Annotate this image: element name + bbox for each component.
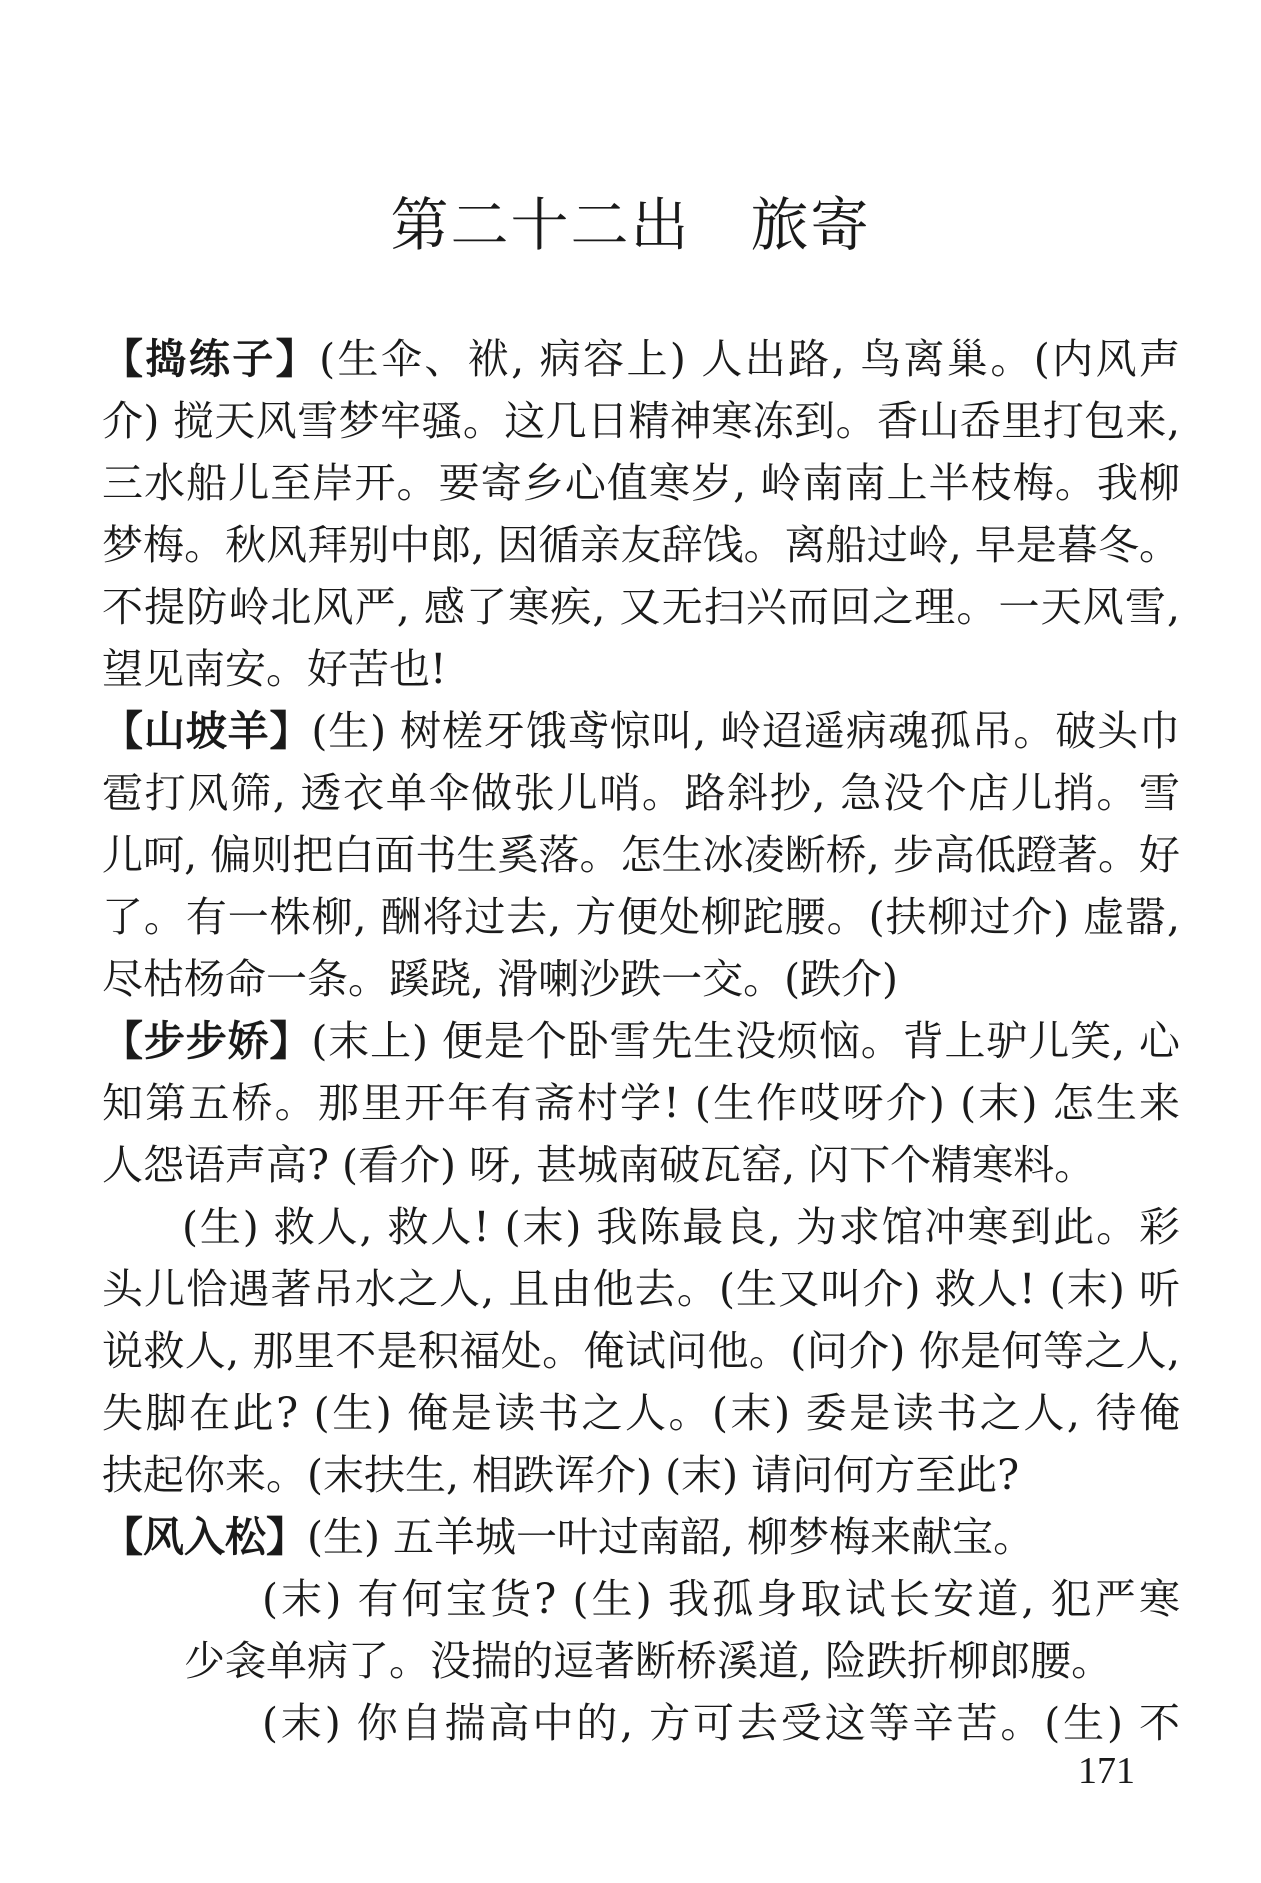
line-text: 望见南安。好苦也! <box>102 645 447 693</box>
text-line <box>102 1630 1180 1692</box>
line-text: (末) 有何宝货? (生) 我孤身取试长安道, 犯严寒 <box>262 1575 1180 1623</box>
line-text: 说救人, 那里不是积福处。俺试问他。(问介) 你是何等之人, <box>102 1327 1180 1375</box>
line-text: 儿呵, 偏则把白面书生奚落。怎生冰凌断桥, 步高低蹬著。好 <box>102 831 1180 879</box>
line-text: 失脚在此? (生) 俺是读书之人。(末) 委是读书之人, 待俺 <box>102 1389 1180 1437</box>
line-text: (生) 救人, 救人! (末) 我陈最良, 为求馆冲寒到此。彩 <box>182 1203 1180 1251</box>
text-line <box>102 390 1180 452</box>
line-text: (生) 树槎牙饿鸢惊叫, 岭迢遥病魂孤吊。破头巾 <box>311 707 1180 755</box>
text-line <box>102 1196 1180 1258</box>
text-line <box>102 1506 1180 1568</box>
body-text <box>102 328 1180 1754</box>
line-text: 了。有一株柳, 酬将过去, 方便处柳跎腰。(扶柳过介) 虚嚣, <box>102 893 1180 941</box>
text-line <box>102 824 1180 886</box>
text-line <box>102 762 1180 824</box>
tune-name: 【捣练子】 <box>102 335 320 383</box>
text-line <box>102 1134 1180 1196</box>
text-line <box>102 638 1180 700</box>
line-text: (生伞、袱, 病容上) 人出路, 鸟离巢。(内风声 <box>319 335 1181 383</box>
tune-name: 【山坡羊】 <box>102 707 312 755</box>
line-text: 头儿恰遇著吊水之人, 且由他去。(生又叫介) 救人! (末) 听 <box>102 1265 1180 1313</box>
line-text: 不提防岭北风严, 感了寒疾, 又无扫兴而回之理。一天风雪, <box>102 583 1180 631</box>
line-text: (生) 五羊城一叶过南韶, 柳梦梅来献宝。 <box>307 1513 1035 1561</box>
line-text: 知第五桥。那里开年有斋村学! (生作哎呀介) (末) 怎生来 <box>102 1079 1180 1127</box>
line-text: 雹打风筛, 透衣单伞做张儿哨。路斜抄, 急没个店儿捎。雪 <box>102 769 1180 817</box>
text-line <box>102 700 1180 762</box>
tune-name: 【步步娇】 <box>102 1017 312 1065</box>
line-text: 三水船儿至岸开。要寄乡心值寒岁, 岭南南上半枝梅。我柳 <box>102 459 1180 507</box>
line-text: 梦梅。秋风拜别中郎, 因循亲友辞饯。离船过岭, 早是暮冬。 <box>102 521 1180 569</box>
line-text: 少衾单病了。没揣的逗著断桥溪道, 险跌折柳郎腰。 <box>184 1637 1113 1685</box>
text-line <box>102 1444 1180 1506</box>
page-number: 171 <box>1078 1750 1135 1792</box>
text-line <box>102 328 1180 390</box>
page-title: 第二十二出 旅寄 <box>390 191 871 259</box>
text-line <box>102 1382 1180 1444</box>
line-text: 扶起你来。(末扶生, 相跌诨介) (末) 请问何方至此? <box>102 1451 1020 1499</box>
text-line <box>102 1010 1180 1072</box>
text-line <box>102 1072 1180 1134</box>
tune-name: 【风入松】 <box>102 1513 307 1561</box>
line-text: 尽枯杨命一条。蹊跷, 滑喇沙跌一交。(跌介) <box>102 955 899 1003</box>
text-line <box>102 886 1180 948</box>
line-text: 介) 搅天风雪梦牢骚。这几日精神寒冻到。香山岙里打包来, <box>102 397 1180 445</box>
text-line <box>102 1320 1180 1382</box>
text-line <box>102 514 1180 576</box>
text-line <box>102 576 1180 638</box>
text-line <box>102 1568 1180 1630</box>
line-text: (末) 你自揣高中的, 方可去受这等辛苦。(生) 不 <box>262 1699 1180 1747</box>
text-line <box>102 1258 1180 1320</box>
text-line <box>102 948 1180 1010</box>
text-line <box>102 452 1180 514</box>
line-text: (末上) 便是个卧雪先生没烦恼。背上驴儿笑, 心 <box>311 1017 1180 1065</box>
line-text: 人怨语声高? (看介) 呀, 甚城南破瓦窑, 闪下个精寒料。 <box>102 1141 1096 1189</box>
text-line <box>102 1692 1180 1754</box>
